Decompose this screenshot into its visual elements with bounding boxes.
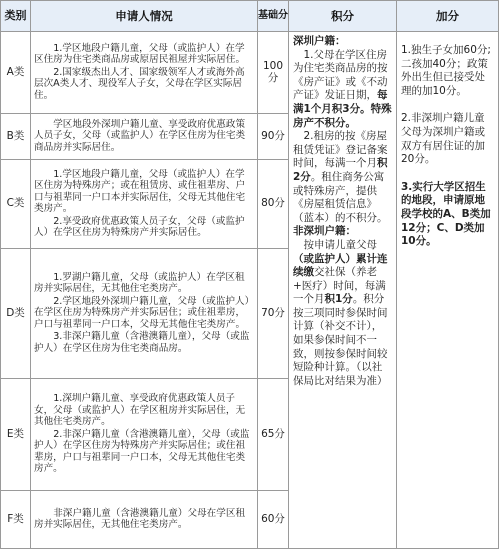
points-text: 。租住商务公寓或特殊房产，提供《房屋租赁信息》（蓝本）的不积分。 xyxy=(293,170,388,224)
applicant-text: 3.非深户籍儿童（含港澳籍儿童），父母（或监护人）在学区住房为住宅类商品房。 xyxy=(34,331,250,354)
category-cell: C类 xyxy=(1,160,31,249)
category-cell: D类 xyxy=(1,249,31,379)
base-score-cell: 80分 xyxy=(258,160,289,249)
applicant-text: 学区地段外深圳户籍儿童、享受政府优惠政策人员子女，父母（或监护人）在学区住房为住宅类商品房并实际居住。 xyxy=(34,118,246,153)
points-text-bold: 每满1个月积3分。 xyxy=(293,89,388,115)
applicant-text: 1.学区地段户籍儿童，父母（或监护人）在学区住房为住宅类商品房或原居民祖屋并实际居住。 xyxy=(34,42,246,66)
header-base-score: 基础分 xyxy=(258,1,289,32)
points-cell xyxy=(289,32,397,549)
points-non-shenzhen-title: 非深圳户籍： xyxy=(293,225,356,238)
applicant-text: 2.非深户籍儿童（含港澳籍儿童），父母（或监护人）在学区住房为特殊房产并实际居住；或住祖辈房，户口与祖辈同一户口本，父母无其他住宅类房产。 xyxy=(34,428,250,475)
applicant-cell xyxy=(31,379,258,491)
base-score-cell: 70分 xyxy=(258,249,289,379)
header-bonus: 加分 xyxy=(397,1,499,32)
header-category: 类别 xyxy=(1,1,31,32)
applicant-text: 1.学区地段户籍儿童，父母（或监护人）在学区住房为特殊房产；或在租赁房、或住祖辈房、户口与祖辈同一户口本并实际居住，父母无其他住宅类房产。 xyxy=(34,168,246,214)
applicant-text: 1.罗湖户籍儿童，父母（或监护人）在学区租房并实际居住，无其他住宅类房产。 xyxy=(34,271,245,295)
header-applicant: 申请人情况 xyxy=(31,1,258,32)
applicant-text: 2.学区地段外深圳户籍儿童，父母（或监护人）在学区住房为特殊房产并实际居住；或住祖辈房，户口与祖辈同一户口本，父母无其他住宅类房产。 xyxy=(34,295,250,330)
points-text-bold: 特殊房产不积分。 xyxy=(293,102,392,129)
base-score-cell: 90分 xyxy=(258,114,289,160)
base-score-cell: 100分 xyxy=(258,32,289,114)
points-shenzhen-rule-2 xyxy=(293,130,392,225)
points-text: 交社保（养老+医疗）时间，每满一个月 xyxy=(293,266,386,306)
base-score-cell: 65分 xyxy=(258,379,289,491)
bonus-rule-2: 2.非深圳户籍儿童父母为深圳户籍或双方有居住证的加20分。 xyxy=(401,112,485,166)
category-cell: E类 xyxy=(1,379,31,491)
applicant-text: 非深户籍儿童（含港澳籍儿童）父母在学区租房并实际居住，无其他住宅类房产。 xyxy=(34,507,246,530)
points-text-bold: （或监护人）累计连续缴 xyxy=(293,252,388,279)
points-text-bold: 积1分 xyxy=(324,293,353,306)
points-text: 2.租房的按《房屋租赁凭证》登记备案时间，每满一个月 xyxy=(293,130,388,170)
applicant-text: 1.深圳户籍儿童、享受政府优惠政策人员子女，父母（或监护人）在学区租房并实际居住，无其他住宅类房产。 xyxy=(34,393,246,428)
applicant-text: 2.国家级杰出人才、国家级领军人才或海外高层次A类人才、现役军人子女，父母在学区实际居住。 xyxy=(34,66,245,101)
points-text: 按申请儿童父母 xyxy=(303,238,377,251)
points-non-shenzhen-rule xyxy=(293,239,392,389)
base-score-cell: 60分 xyxy=(258,491,289,549)
applicant-cell xyxy=(31,491,258,549)
applicant-cell xyxy=(31,32,258,114)
category-cell: B类 xyxy=(1,114,31,160)
header-points: 积分 xyxy=(289,1,397,32)
applicant-cell xyxy=(31,114,258,160)
bonus-rule-3: 3.实行大学区招生的地段，申请原地段学校的A、B类加12分；C、D类加10分。 xyxy=(401,180,491,248)
category-cell: A类 xyxy=(1,32,31,114)
points-text: 1.父母在学区住房为住宅类商品房的按《房产证》或《不动产证》发证日期， xyxy=(293,48,388,102)
bonus-cell xyxy=(397,32,499,549)
applicant-cell xyxy=(31,249,258,379)
table-row xyxy=(1,32,499,114)
points-text-bold: 积2分 xyxy=(293,157,388,183)
table-header-row xyxy=(1,1,499,32)
bonus-rule-1: 1.独生子女加60分;二孩加40分；政策外出生但已接受处理的加10分。 xyxy=(401,44,491,97)
points-shenzhen-title: 深圳户籍： xyxy=(293,35,346,47)
applicant-cell xyxy=(31,160,258,249)
applicant-text: 2.享受政府优惠政策人员子女，父母（或监护人）在学区住房为特殊房产并实际居住。 xyxy=(34,215,245,238)
points-shenzhen-rule-1 xyxy=(293,49,392,131)
points-text: 。积分按三项同时参保时间计算（补交不计），如果参保时间不一致，则按参保时间较短险种计算。（以社保局比对结果为准） xyxy=(293,293,388,387)
category-cell: F类 xyxy=(1,491,31,549)
